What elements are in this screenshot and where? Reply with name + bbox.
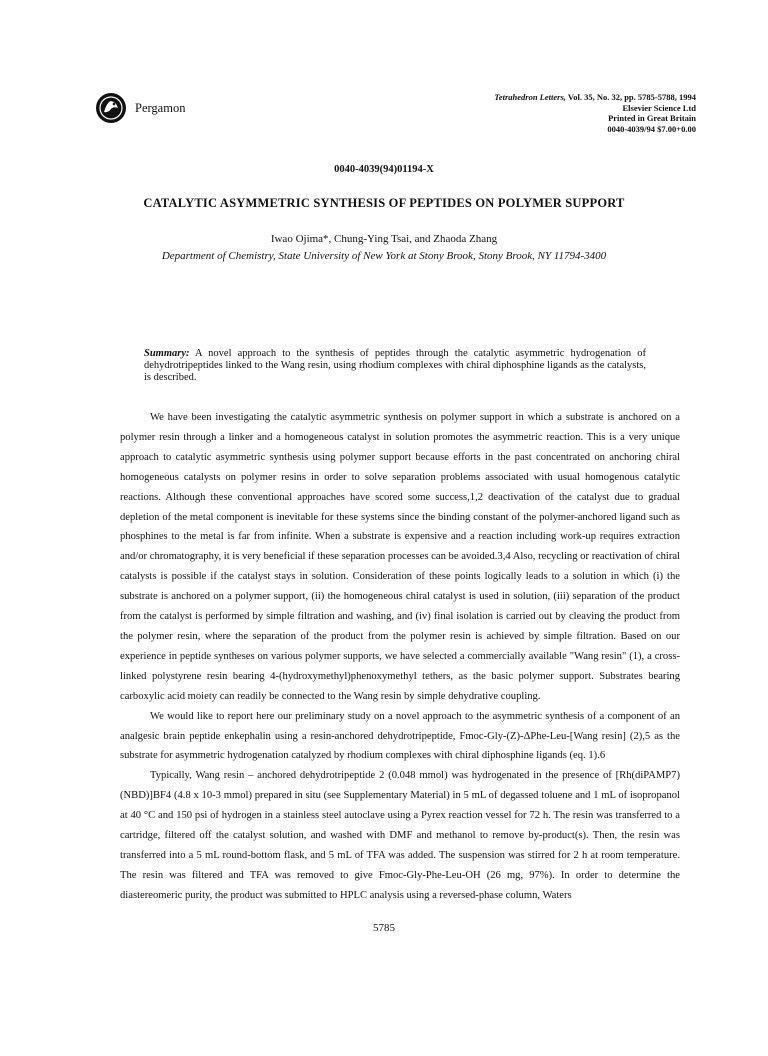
journal-citation: [494, 92, 696, 103]
summary-label: Summary:: [144, 348, 190, 359]
summary-text: A novel approach to the synthesis of peptides through the catalytic asymmetric hydrogenation of dehydrotripeptides linked to the Wang resin, using rhodium complexes with chiral diphosphine ligands as the catalysts, is described.: [144, 348, 646, 383]
article-body: [120, 408, 680, 906]
copyright-line: Elsevier Science Ltd: [622, 102, 696, 113]
printed-line: Printed in Great Britain: [608, 113, 696, 123]
journal-citation-block: [494, 92, 696, 134]
affiliation: Department of Chemistry, State University of New York at Stony Brook, Stony Brook, NY 11794-3400: [161, 250, 607, 262]
price-code: 0040-4039/94 $7.00+0.00: [607, 123, 696, 134]
journal-volume-info: Vol. 35, No. 32, pp. 5785-5788, 1994: [565, 92, 696, 102]
summary: [144, 348, 646, 383]
publisher-name: Pergamon: [135, 100, 186, 115]
body-paragraph-1: We have been investigating the catalytic asymmetric synthesis on polymer support in which a substrate is anchored on a polymer resin through a linker and a homogeneous catalyst in solution promotes the asymmetric reaction. This is a very unique approach to catalytic asymmetric synthesis using polymer support because efforts in the past concentrated on anchoring chiral homogeneous catalysts on polymer resins in order to solve separation problems associated with usual homogenous catalytic reactions. Although these conventional approaches have scored some success,1,2 deactivation of the catalyst due to gradual depletion of the metal component is inevitable for these systems since the binding constant of the polymer-anchored ligand such as phosphines to the metal is far from infinite. When a substrate is expensive and a reaction including work-up requires extraction and/or chromatography, it is very beneficial if these separation processes can be avoided.3,4 Also, recycling or reactivation of chiral catalysts is possible if the catalyst stays in solution. Consideration of these points logically leads to a solution in which (i) the substrate is anchored on a polymer support, (ii) the homogeneous chiral catalyst is used in solution, (iii) separation of the product from the catalyst is performed by simple filtration and washing, and (iv) final isolation is carried out by cleaving the product from the polymer resin, where the separation of the product from the polymer resin is achieved by simple filtration. Based on our experience in peptide syntheses on various polymer supports, we have selected a commercially available "Wang resin" (1), a cross-linked polystyrene resin bearing 4-(hydroxymethyl)phenoxymethyl tethers, as the basic polymer support. Substrates bearing carboxylic acid moiety can readily be connected to the Wang resin by simple dehydrative coupling.: [120, 412, 680, 702]
body-paragraph-3: Typically, Wang resin – anchored dehydrotripeptide 2 (0.048 mmol) was hydrogenated in the presence of [Rh(diPAMP7)(NBD)]BF4 (4.8 x 10-3 mmol) prepared in situ (see Supplementary Material) in 5 mL of degassed toluene and 1 mL of isopropanol at 40 °C and 150 psi of hydrogen in a stainless steel autoclave using a Pyrex reaction vessel for 72 h. The resin was transferred to a cartridge, filtered off the catalyst solution, and washed with DMF and methanol to remove by-product(s). Then, the resin was transferred into a 5 mL round-bottom flask, and 5 mL of TFA was added. The suspension was stirred for 2 h at room temperature. The resin was filtered and TFA was removed to give Fmoc-Gly-Phe-Leu-OH (26 mg, 97%). In order to determine the diastereomeric purity, the product was submitted to HPLC analysis using a reversed-phase column, Waters: [120, 770, 680, 901]
article-code: 0040-4039(94)01194-X: [334, 164, 434, 175]
page-number: 5785: [373, 922, 395, 934]
article-title: CATALYTIC ASYMMETRIC SYNTHESIS OF PEPTIDES ON POLYMER SUPPORT: [143, 196, 625, 210]
authors: Iwao Ojima*, Chung-Ying Tsai, and Zhaoda Zhang: [270, 233, 498, 245]
publisher-logo: [95, 92, 185, 124]
body-paragraph-2: We would like to report here our preliminary study on a novel approach to the asymmetric synthesis of a component of an analgesic brain peptide enkephalin using a resin-anchored dehydrotripeptide, Fmoc-Gly-(Z)-ΔPhe-Leu-[Wang resin] (2),5 as the substrate for asymmetric hydrogenation catalyzed by rhodium complexes with chiral diphosphine ligands (eq. 1).6: [120, 710, 680, 762]
journal-title: Tetrahedron Letters,: [494, 92, 566, 102]
publisher-emblem-icon: [95, 92, 127, 124]
